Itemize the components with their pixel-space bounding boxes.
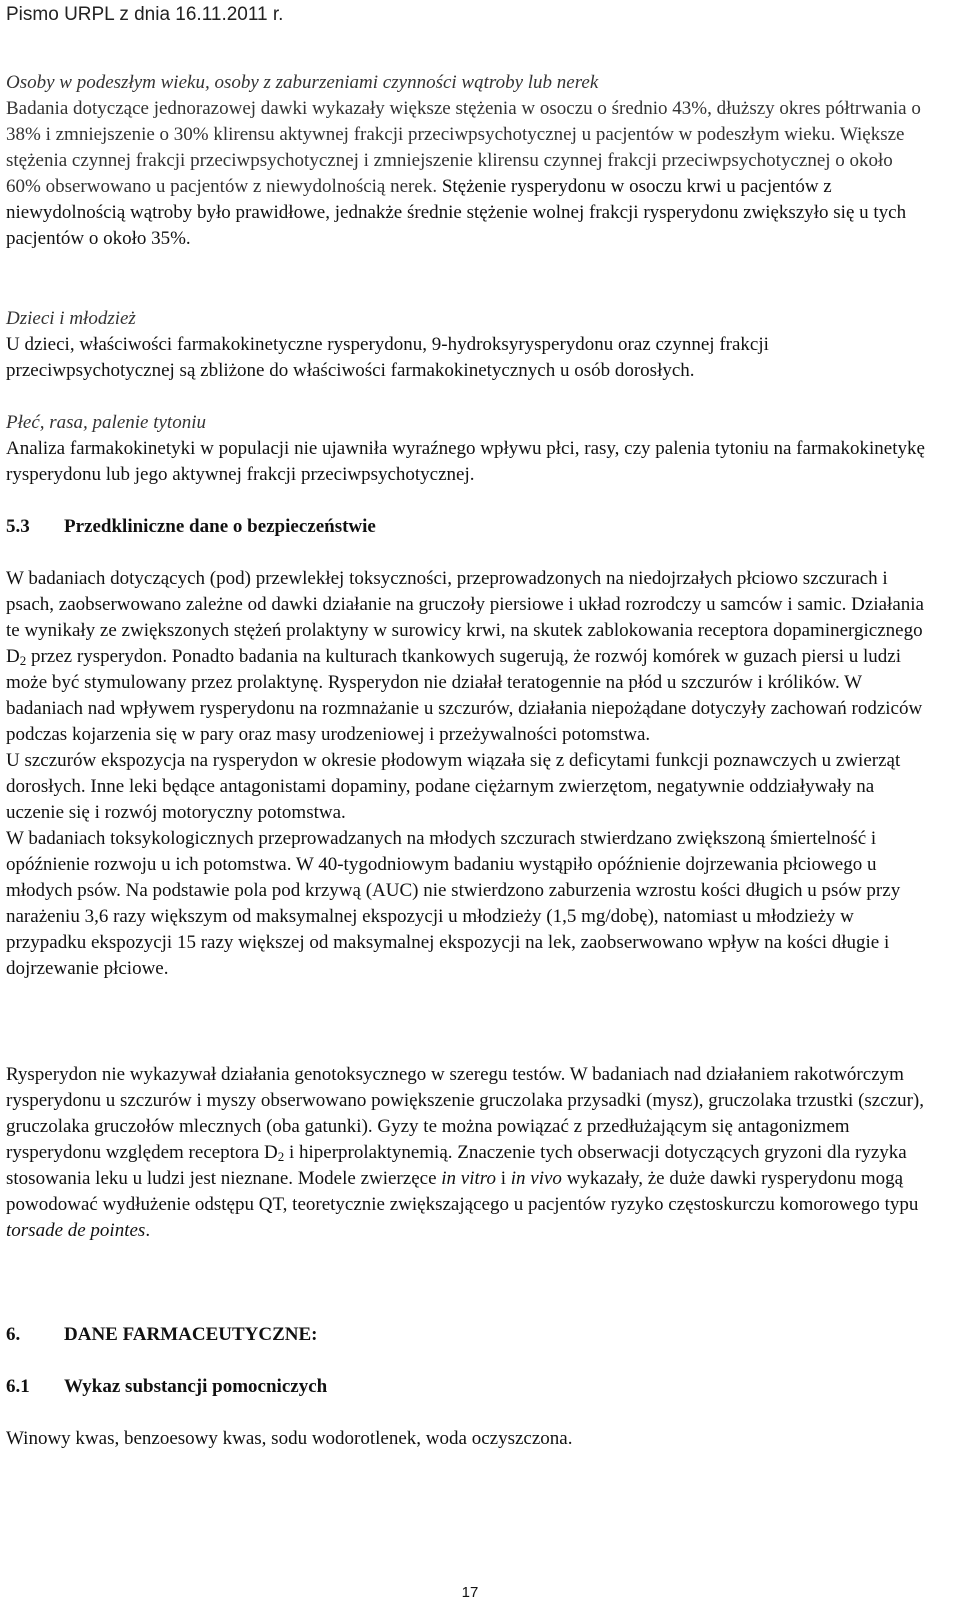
section-title: Przedkliniczne dane o bezpieczeństwie (64, 516, 376, 537)
section-heading-5-3 (6, 514, 926, 540)
text-run: W badaniach dotyczących (pod) przewlekłej toksyczności, przeprowadzonych na niedojrzałych płciowo szczurach i psach, zaobserwowano zależne od dawki działanie na gruczoły piersiowe i układ rozrodczy u samców i samic. Działania te wynikały ze zwiększonych stężeń prolaktyny w surowicy krwi, na skutek zablokowania receptora dopaminergicznego D (6, 568, 924, 667)
italic-term: in vivo (510, 1168, 562, 1189)
section-title-elderly: Osoby w podeszłym wieku, osoby z zaburzeniami czynności wątroby lub nerek (6, 72, 599, 93)
subscript: 2 (19, 653, 27, 668)
paragraph-excipients: Winowy kwas, benzoesowy kwas, sodu wodorotlenek, woda oczyszczona. (6, 1428, 573, 1449)
text-run: wykazały, że duże dawki rysperydonu mogą powodować wydłużenie odstępu QT, teoretycznie zwiększającego u pacjentów ryzyko częstoskurczu komorowego typu (6, 1168, 919, 1215)
paragraph-5-3-2: U szczurów ekspozycja na rysperydon w okresie płodowym wiązała się z deficytami funkcji poznawczych u zwierząt dorosłych. Inne leki będące antagonistami dopaminy, podane ciężarnym zwierzętom, negatywnie oddziaływały na uczenie się i rozwój motoryczny potomstwa. (6, 750, 901, 823)
paragraph-gender: Analiza farmakokinetyki w populacji nie ujawniła wyraźnego wpływu płci, rasy, czy palenia tytoniu na farmakokinetykę rysperydonu lub jego aktywnej frakcji przeciwpsychotycznej. (6, 438, 925, 485)
section-body-5-3 (6, 566, 926, 982)
document-header: Pismo URPL z dnia 16.11.2011 r. (6, 4, 284, 25)
section-elderly (6, 70, 926, 252)
section-number: 6. (6, 1324, 21, 1345)
section-heading-6-1 (6, 1374, 926, 1400)
paragraph-5-3-3: W badaniach toksykologicznych przeprowadzanych na młodych szczurach stwierdzano zwiększoną śmiertelność i opóźnienie rozwoju u ich potomstwa. W 40-tygodniowym badaniu wystąpiło opóźnienie dojrzewania płciowego u młodych psów. Na podstawie pola pod krzywą (AUC) nie stwierdzono zaburzenia wzrostu kości długich u psów przy narażeniu 3,6 razy większym od maksymalnej ekspozycji u młodzieży (1,5 mg/dobę), natomiast u młodzieży w przypadku ekspozycji 15 razy większej od maksymalnej ekspozycji na lek, zaobserwowano wpływ na kości długie i dojrzewanie płciowe. (6, 828, 901, 979)
section-heading-6 (6, 1322, 926, 1348)
text-run: przez rysperydon. Ponadto badania na kulturach tkankowych sugerują, że rozwój komórek w guzach piersi u ludzi może być stymulowany przez prolaktynę. Rysperydon nie działał teratogennie na płód u szczurów i królików. W badaniach nad wpływem rysperydonu na rozmnażanie u szczurów, działania niepożądane dotyczyły zachowań rodziców podczas kojarzenia się w pary oraz masy urodzeniowej i przeżywalności potomstwa. (6, 646, 923, 745)
text-run: . (145, 1220, 151, 1241)
paragraph-5-3-4 (6, 1062, 926, 1244)
section-gender (6, 410, 926, 488)
paragraph-children: U dzieci, właściwości farmakokinetyczne rysperydonu, 9-hydroksyrysperydonu oraz czynnej frakcji przeciwpsychotycznej są zbliżone do właściwości farmakokinetycznych u osób dorosłych. (6, 334, 769, 381)
text-run: Rysperydon nie wykazywał działania genotoksycznego w szeregu testów. W badaniach nad działaniem rakotwórczym rysperydonu u szczurów i myszy obserwowano powiększenie gruczolaka przysadki (mysz), gruczolaka trzustki (szczur), gruczolaka gruczołów mlecznych (oba gatunki). Gyzy te można powiązać z przedłużającym się antagonizmem rysperydonu względem receptora D (6, 1064, 925, 1163)
text-run: i hiperprolaktynemią. Znaczenie tych obserwacji dotyczących gryzoni dla ryzyka stosowania leku u ludzi jest nieznane. Modele zwierzęce (6, 1142, 907, 1189)
paragraph-elderly-1: Badania dotyczące jednorazowej dawki wykazały większe stężenia w osoczu o średnio 43%, dłuższy okres półtrwania o 38% i zmniejszenie o 30% klirensu aktywnej frakcji przeciwpsychotycznej u pacjentów w podeszłym wieku. (6, 98, 921, 145)
section-children (6, 306, 926, 384)
paragraph-elderly-2: Większe stężenia czynnej frakcji przeciwpsychotycznej i zmniejszenie klirensu czynnej frakcji przeciwpsychotycznej o około 60% obserwowano u pacjentów z niewydolnością nerek. (6, 124, 905, 197)
section-title: DANE FARMACEUTYCZNE: (64, 1324, 318, 1345)
section-title-gender: Płeć, rasa, palenie tytoniu (6, 412, 206, 433)
page-number: 17 (461, 1584, 479, 1601)
section-number: 5.3 (6, 516, 30, 537)
subscript: 2 (277, 1149, 285, 1164)
paragraph-elderly-3: Stężenie rysperydonu w osoczu krwi u pacjentów z niewydolnością wątroby było prawidłowe, jednakże średnie stężenie wolnej frakcji rysperydonu zwiększyło się u tych pacjentów o około 35%. (6, 176, 907, 249)
paragraph-5-3-1 (6, 566, 926, 748)
section-body-5-3-genotox (6, 1062, 926, 1244)
italic-term: in vitro (441, 1168, 496, 1189)
text-run: i (495, 1168, 511, 1189)
section-number: 6.1 (6, 1376, 30, 1397)
italic-term: torsade de pointes (6, 1220, 146, 1241)
section-title: Wykaz substancji pomocniczych (64, 1376, 328, 1397)
section-title-children: Dzieci i młodzież (6, 308, 136, 329)
paragraph-elderly (6, 96, 926, 252)
section-body-6-1 (6, 1426, 926, 1452)
